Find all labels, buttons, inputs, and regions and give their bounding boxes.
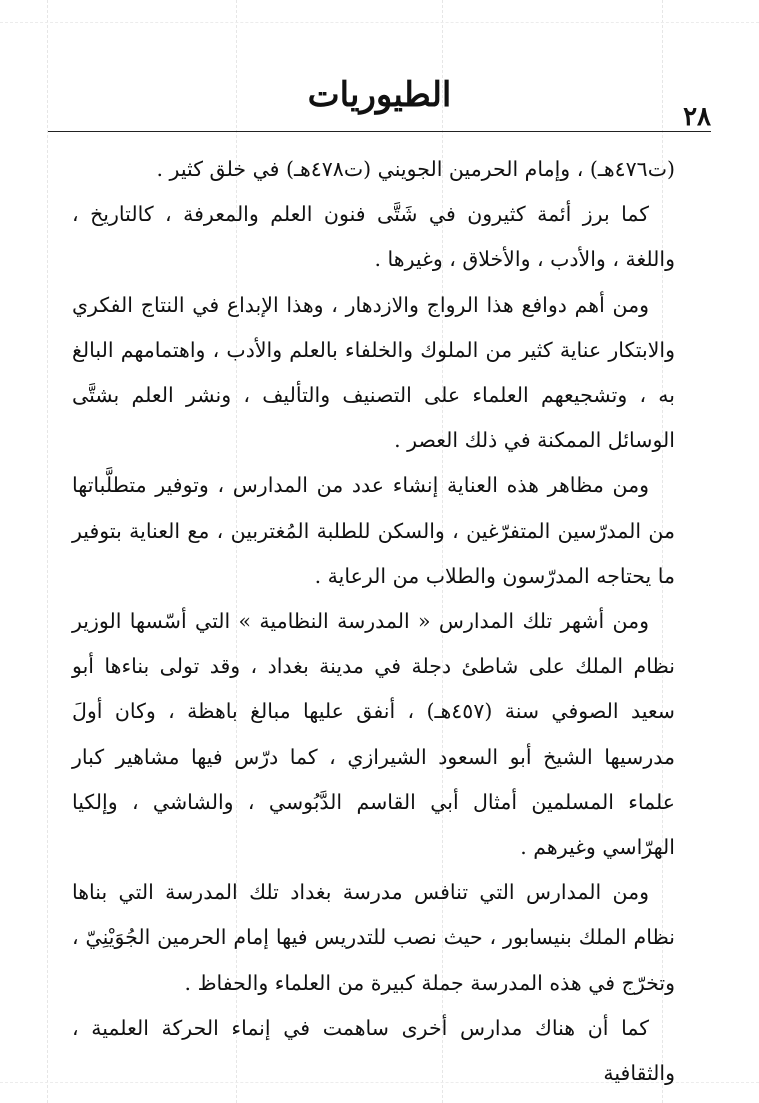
paragraph: ومن مظاهر هذه العناية إنشاء عدد من المدارس ، وتوفير متطلَّباتها من المدرّسين المتفرّغين ، والسكن للطلبة المُغتربين ، مع العناية بتوفير ما يحتاجه المدرّسون والطلاب من الرعاية . [72, 473, 675, 588]
paragraph: كما برز أئمة كثيرون في شَتَّى فنون العلم والمعرفة ، كالتاريخ ، واللغة ، والأدب ، والأخلاق ، وغيرها . [72, 202, 675, 272]
paragraph: ومن أهم دوافع هذا الرواج والازدهار ، وهذا الإبداع في النتاج الفكري والابتكار عناية كثير من الملوك والخلفاء بالعلم والأدب ، واهتمامهم البالغ به ، وتشجيعهم العلماء على التصنيف والتأليف ، ونشر العلم بشتَّى الوسائل الممكنة في ذلك العصر . [72, 292, 675, 453]
header-rule [48, 131, 711, 132]
paragraph: ومن أشهر تلك المدارس « المدرسة النظامية » التي أسّسها الوزير نظام الملك على شاطئ دجلة في مدينة بغداد ، وقد تولى بناءها أبو سعيد الصوفي سنة (٤٥٧هـ) ، أنفق عليها مبالغ باهظة ، وكان أولَ مدرسيها الشيخ أبو السعود الشيرازي ، كما درّس فيها مشاهير كبار علماء المسلمين أمثال أبي القاسم الدَّبُوسي ، والشاشي ، وإلكيا الهرّاسي وغيرهم . [72, 609, 675, 860]
page-number: ٢٨ [683, 102, 711, 132]
paragraph: ومن المدارس التي تنافس مدرسة بغداد تلك المدرسة التي بناها نظام الملك بنيسابور ، حيث نصب للتدريس فيها إمام الحرمين الجُوَيْنِيّ ، وتخرّج في هذه المدرسة جملة كبيرة من العلماء والحفاظ . [72, 880, 675, 995]
paragraph: كما أن هناك مدارس أخرى ساهمت في إنماء الحركة العلمية ، والثقافية [72, 1015, 675, 1086]
crop-guide-line [0, 22, 759, 23]
crop-guide-line [47, 0, 48, 1103]
body-text [72, 147, 675, 1096]
page-header [48, 70, 711, 132]
running-title: الطيوريات [307, 75, 452, 115]
paragraph: (ت٤٧٦هـ) ، وإمام الحرمين الجويني (ت٤٧٨هـ) في خلق كثير . [156, 157, 675, 181]
